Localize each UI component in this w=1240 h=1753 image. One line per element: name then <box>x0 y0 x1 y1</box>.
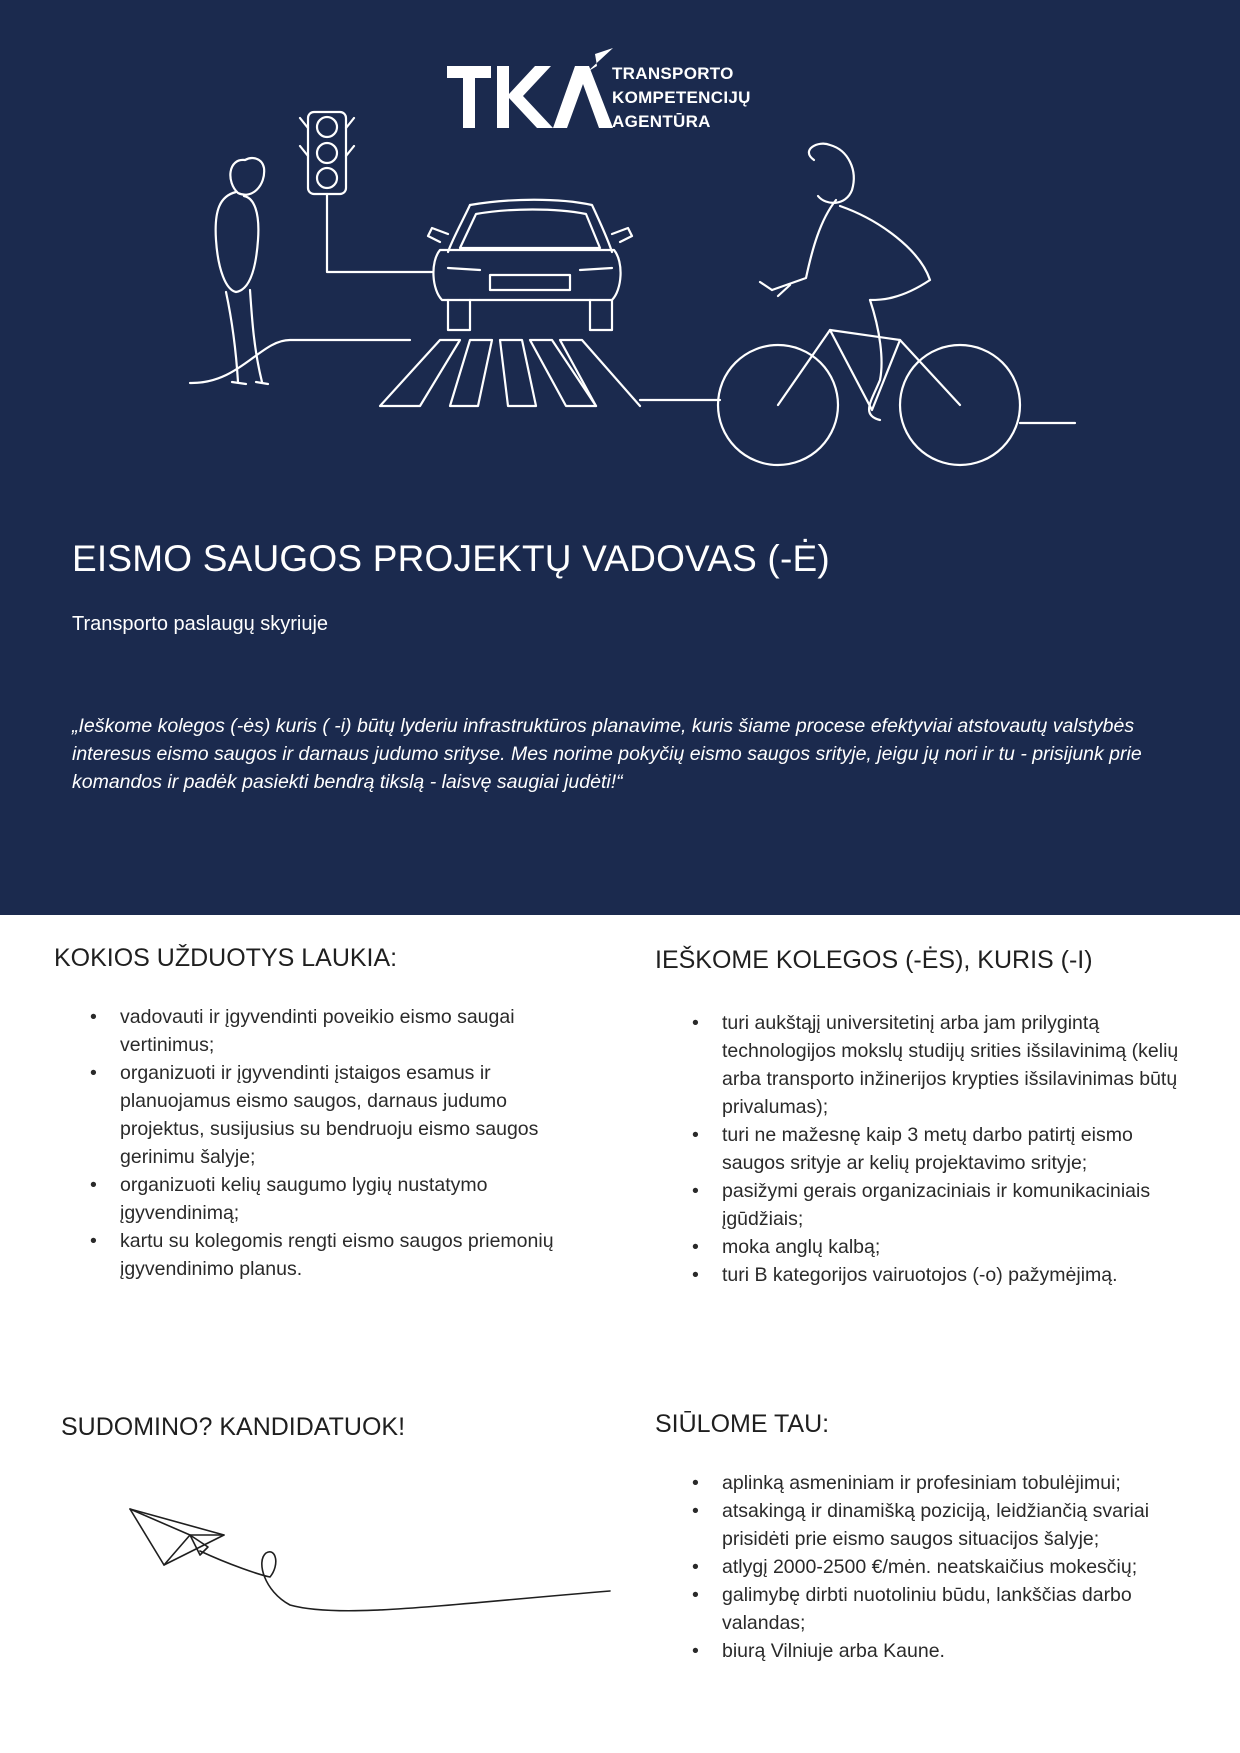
list-item: • organizuoti kelių saugumo lygių nustatymo įgyvendinimą; <box>90 1171 590 1227</box>
paper-plane-icon <box>120 1495 620 1635</box>
requirements-heading: IEŠKOME KOLEGOS (-ĖS), KURIS (-I) <box>655 946 1093 974</box>
list-item: • pasižymi gerais organizaciniais ir komunikaciniais įgūdžiais; <box>692 1177 1182 1233</box>
list-item: • atsakingą ir dinamišką poziciją, leidžiančią svariai prisidėti prie eismo saugos situacijos šalyje; <box>692 1497 1192 1553</box>
list-item: • biurą Vilniuje arba Kaune. <box>692 1637 1192 1665</box>
logo-line-1: TRANSPORTO <box>612 64 734 83</box>
traffic-light-icon <box>300 112 432 272</box>
offer-heading: SIŪLOME TAU: <box>655 1410 830 1438</box>
cyclist-icon <box>718 144 1020 465</box>
logo-line-2: KOMPETENCIJŲ <box>612 88 751 107</box>
tasks-list <box>90 1003 590 1283</box>
list-item: • organizuoti ir įgyvendinti įstaigos esamus ir planuojamus eismo saugos, darnaus judumo projektus, susijusius su bendruoju eismo saugos gerinimu šalyje; <box>90 1059 590 1171</box>
crosswalk-icon <box>380 340 640 406</box>
job-department: Transporto paslaugų skyriuje <box>72 613 329 635</box>
list-item: • atlygį 2000-2500 €/mėn. neatskaičius mokesčių; <box>692 1553 1192 1581</box>
list-item: • aplinką asmeniniam ir profesiniam tobulėjimui; <box>692 1469 1192 1497</box>
offer-list <box>692 1469 1192 1665</box>
requirements-list <box>692 1009 1182 1289</box>
list-item: • turi ne mažesnę kaip 3 metų darbo patirtį eismo saugos srityje ar kelių projektavimo srityje; <box>692 1121 1182 1177</box>
list-item: • vadovauti ir įgyvendinti poveikio eismo saugai vertinimus; <box>90 1003 590 1059</box>
list-item: • kartu su kolegomis rengti eismo saugos priemonių įgyvendinimo planus. <box>90 1227 590 1283</box>
job-title: EISMO SAUGOS PROJEKTŲ VADOVAS (-Ė) <box>72 538 830 579</box>
pedestrian-icon <box>216 158 268 384</box>
job-quote: „Ieškome kolegos (-ės) kuris ( -i) būtų lyderiu infrastruktūros planavime, kuris šiame procese efektyviai atstovautų valstybės interesus eismo saugos ir darnaus judumo srityse. Mes norime pokyčių eismo saugos srityje, jeigu jų nori ir tu - prisijunk prie komandos ir padėk pasiekti bendrą tikslą - laisvę saugiai judėti!“ <box>72 715 1142 793</box>
list-item: • moka anglų kalbą; <box>692 1233 1182 1261</box>
apply-heading: SUDOMINO? KANDIDATUOK! <box>61 1413 406 1441</box>
list-item: • turi aukštąjį universitetinį arba jam prilygintą technologijos mokslų studijų srities išsilavinimą (kelių arba transporto inžinerijos krypties išsilavinimas būtų privalumas); <box>692 1009 1182 1121</box>
tasks-heading: KOKIOS UŽDUOTYS LAUKIA: <box>54 944 398 972</box>
logo-line-3: AGENTŪRA <box>612 112 711 131</box>
logo-wordmark <box>612 62 751 134</box>
car-icon <box>428 200 632 330</box>
list-item: • galimybę dirbti nuotoliniu būdu, lankščias darbo valandas; <box>692 1581 1192 1637</box>
list-item: • turi B kategorijos vairuotojos (-o) pažymėjimą. <box>692 1261 1182 1289</box>
